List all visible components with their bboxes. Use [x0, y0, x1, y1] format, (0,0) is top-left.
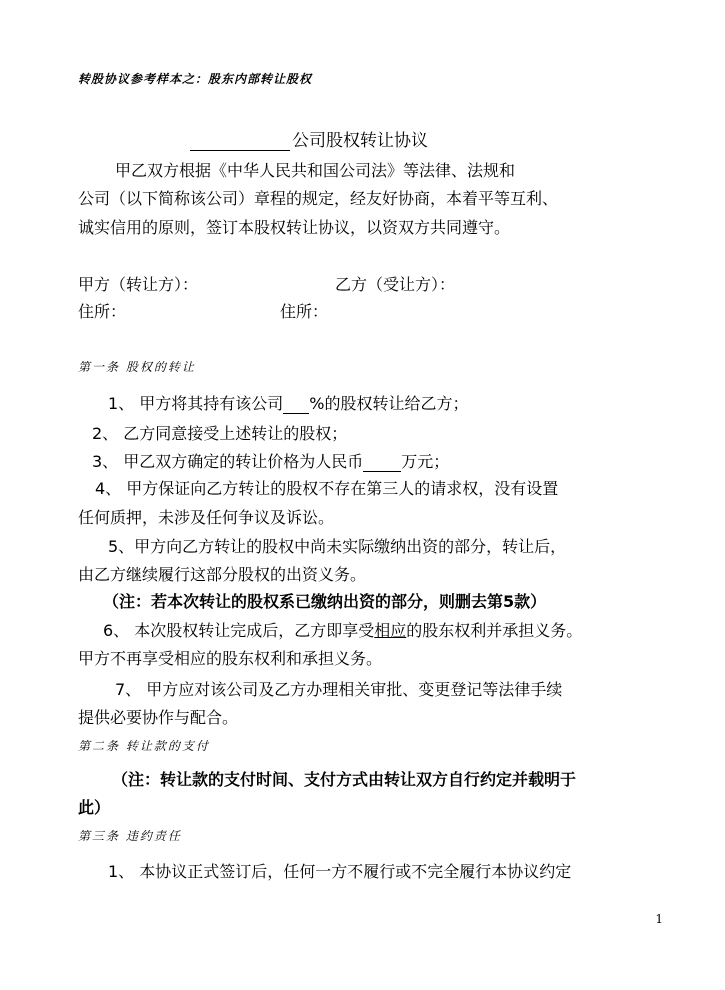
article-3-heading: 第三条 违约责任: [78, 829, 182, 843]
article-1-item-2: 2、 乙方同意接受上述转让的股权；: [92, 424, 348, 443]
party-b-address-label: 住所：: [280, 302, 329, 321]
article-2-heading: 第二条 转让款的支付: [78, 739, 210, 753]
preamble-line-2: 公司（以下简称该公司）章程的规定，经友好协商，本着平等互利、: [78, 189, 559, 208]
article-1-item-6-line-2: 甲方不再享受相应的股东权利和承担义务。: [78, 649, 383, 668]
article-3-item-1: 1、 本协议正式签订后，任何一方不履行或不完全履行本协议约定: [108, 862, 572, 881]
document-title: [190, 126, 428, 151]
article-2-note-line-1: （注：转让款的支付时间、支付方式由转让双方自行约定并载明于: [112, 770, 577, 789]
article-2-note-line-2: 此）: [78, 798, 111, 817]
title-text: 公司股权转让协议: [292, 131, 428, 151]
document-header: 转股协议参考样本之：股东内部转让股权: [78, 72, 313, 86]
article-1-item-4-line-1: 4、 甲方保证向乙方转让的股权不存在第三人的请求权，没有设置: [95, 479, 559, 498]
article-1-item-7-line-1: 7、 甲方应对该公司及乙方办理相关审批、变更登记等法律手续: [115, 680, 563, 699]
article-1-item-4-line-2: 任何质押，未涉及任何争议及诉讼。: [78, 508, 335, 527]
preamble-line-3: 诚实信用的原则，签订本股权转让协议，以资双方共同遵守。: [78, 218, 511, 237]
article-1-note: （注：若本次转让的股权系已缴纳出资的部分，则删去第5款）: [103, 592, 547, 611]
party-a-label: 甲方（转让方）：: [78, 275, 199, 294]
price-blank: [363, 457, 401, 472]
party-a-address-label: 住所：: [78, 302, 127, 321]
article-1-item-7-line-2: 提供必要协作与配合。: [78, 708, 239, 727]
percent-blank: [283, 399, 309, 414]
article-1-item-6-line-1: 6、 本次股权转让完成后，乙方即享受相应的股东权利并承担义务。: [103, 621, 583, 640]
article-1-item-3: 3、 甲乙双方确定的转让价格为人民币 万元；: [92, 452, 450, 471]
page-number: 1: [655, 912, 663, 926]
article-1-item-1: 1、 甲方将其持有该公司 %的股权转让给乙方；: [108, 394, 469, 413]
article-1-item-5-line-2: 由乙方继续履行这部分股权的出资义务。: [78, 565, 367, 584]
article-1-heading: 第一条 股权的转让: [78, 360, 196, 374]
company-name-blank: [190, 134, 290, 151]
article-1-item-5-line-1: 5、甲方向乙方转让的股权中尚未实际缴纳出资的部分，转让后，: [108, 537, 567, 556]
party-b-label: 乙方（受让方）：: [335, 275, 456, 294]
preamble-line-1: 甲乙双方根据《中华人民共和国公司法》等法律、法规和: [115, 161, 516, 180]
